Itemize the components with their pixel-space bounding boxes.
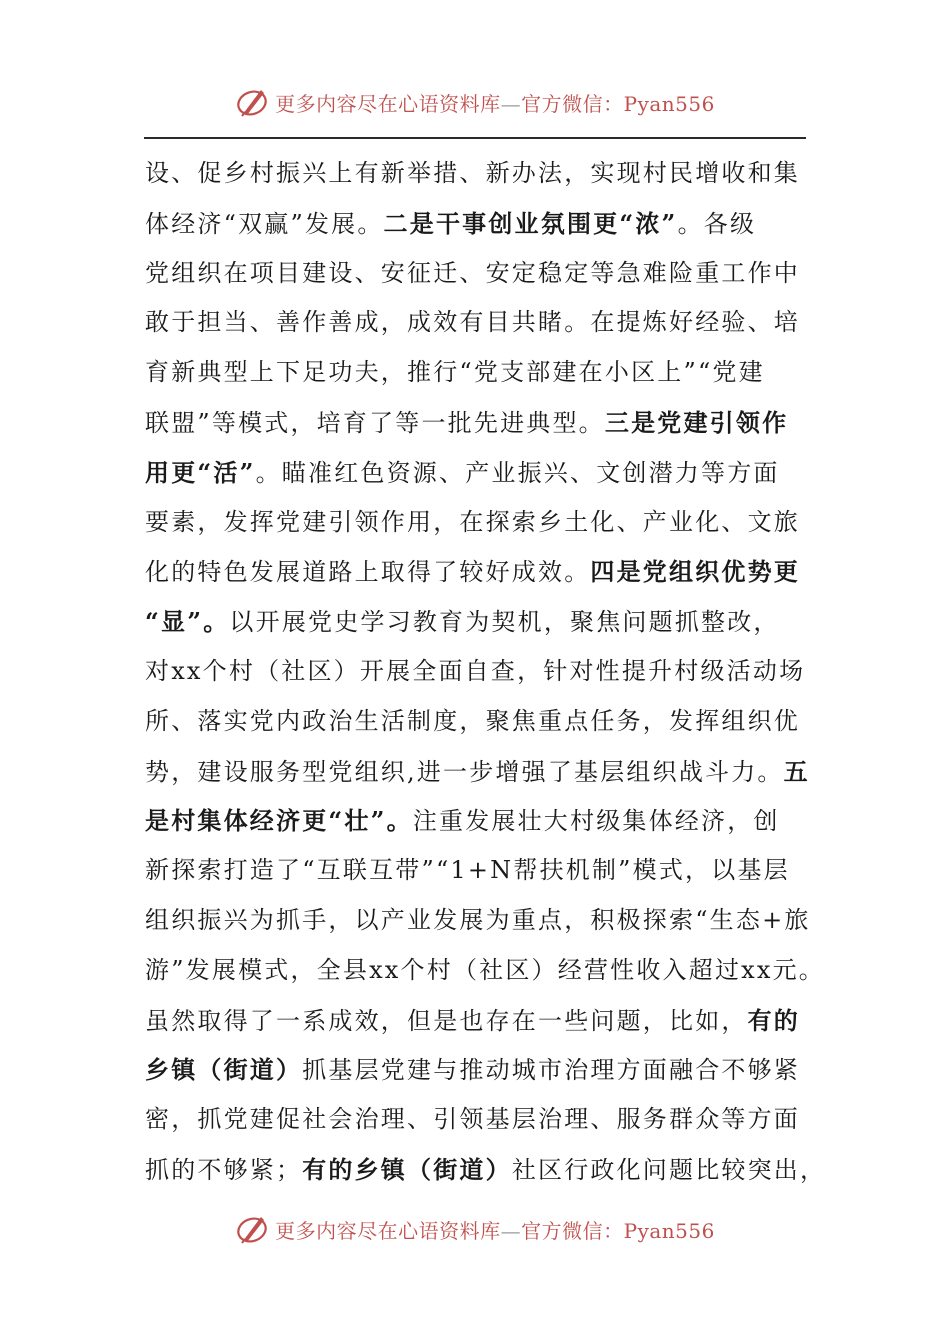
text-segment: 社区行政化问题比较突出， xyxy=(511,1155,827,1184)
text-line xyxy=(145,747,810,797)
bold-text-segment: “显”。 xyxy=(145,607,230,637)
text-line xyxy=(145,1045,810,1095)
text-line xyxy=(145,896,810,946)
bold-text-segment: 五 xyxy=(783,756,810,786)
quill-pen-logo-icon xyxy=(235,84,271,120)
header-divider xyxy=(144,137,806,139)
text-segment: 密，抓党建促社会治理、引领基层治理、服务群众等方面 xyxy=(145,1105,800,1134)
text-segment: 势，建设服务型党组织,进一步增强了基层组织战斗力。 xyxy=(145,757,784,786)
text-segment: 体经济“双赢”发展。 xyxy=(145,209,384,238)
bold-text-segment: 二是干事创业氛围更“浓” xyxy=(383,208,678,238)
text-line xyxy=(145,846,810,896)
text-line xyxy=(145,398,810,448)
text-line xyxy=(145,149,810,199)
text-segment: 。各级 xyxy=(677,209,757,238)
text-line xyxy=(145,448,810,498)
text-segment: 抓基层党建与推动城市治理方面融合不够紧 xyxy=(302,1056,801,1085)
text-segment: 对xx个村（社区）开展全面自查，针对性提升村级活动场 xyxy=(145,656,806,685)
text-segment: 组织振兴为抓手，以产业发展为重点，积极探索“生态+旅 xyxy=(145,905,811,934)
text-segment: 抓的不够紧； xyxy=(145,1155,303,1184)
text-segment: 所、落实党内政治生活制度，聚焦重点任务，发挥组织优 xyxy=(145,706,800,735)
bold-text-segment: 有的乡镇（街道） xyxy=(302,1154,512,1184)
text-segment: 育新典型上下足功夫，推行“党支部建在小区上”“党建 xyxy=(145,358,765,387)
text-line xyxy=(145,199,810,249)
text-segment: 。瞄准红色资源、产业振兴、文创潜力等方面 xyxy=(255,458,780,487)
text-segment: 新探索打造了“互联互带”“1+N帮扶机制”模式，以基层 xyxy=(145,856,790,885)
bold-text-segment: 用更“活” xyxy=(145,457,256,487)
text-line xyxy=(145,946,826,996)
text-line xyxy=(145,597,810,647)
bold-text-segment: 四是党组织优势更 xyxy=(590,557,801,587)
footer-banner-text: 更多内容尽在心语资料库—官方微信：Pyan556 xyxy=(275,1218,715,1243)
text-line xyxy=(145,697,810,747)
text-line xyxy=(145,796,810,846)
text-segment: 党组织在项目建设、安征迁、安定稳定等急难险重工作中 xyxy=(145,258,800,287)
text-line xyxy=(145,249,810,299)
text-line xyxy=(145,647,810,697)
text-line xyxy=(145,348,810,398)
text-segment: 化的特色发展道路上取得了较好成效。 xyxy=(145,558,591,587)
text-line xyxy=(145,547,810,597)
text-line xyxy=(145,996,810,1046)
text-segment: 注重发展壮大村级集体经济，创 xyxy=(412,807,780,836)
text-segment: 设、促乡村振兴上有新举措、新办法，实现村民增收和集 xyxy=(145,159,800,187)
bold-text-segment: 乡镇（街道） xyxy=(145,1055,303,1085)
header-banner-text: 更多内容尽在心语资料库—官方微信：Pyan556 xyxy=(275,91,715,116)
text-line xyxy=(145,298,810,348)
header-watermark-banner xyxy=(0,82,950,122)
text-line xyxy=(145,498,810,548)
footer-watermark-banner xyxy=(0,1209,950,1249)
text-segment: 要素，发挥党建引领作用，在探索乡土化、产业化、文旅 xyxy=(145,507,800,536)
bold-text-segment: 有的 xyxy=(747,1005,801,1035)
document-body xyxy=(145,149,827,1195)
text-line xyxy=(145,1095,810,1145)
text-segment: 游”发展模式，全县xx个村（社区）经营性收入超过xx元。 xyxy=(145,955,826,984)
text-segment: 虽然取得了一系成效，但是也存在一些问题，比如， xyxy=(145,1006,748,1035)
text-segment: 敢于担当、善作善成，成效有目共睹。在提炼好经验、培 xyxy=(145,308,800,337)
text-segment: 联盟”等模式，培育了等一批先进典型。 xyxy=(145,408,605,437)
bold-text-segment: 三是党建引领作 xyxy=(604,407,789,437)
text-line xyxy=(145,1145,827,1195)
text-segment: 以开展党史学习教育为契机，聚焦问题抓整改， xyxy=(229,608,780,637)
quill-pen-logo-icon xyxy=(235,1211,271,1247)
bold-text-segment: 是村集体经济更“壮”。 xyxy=(145,806,413,836)
